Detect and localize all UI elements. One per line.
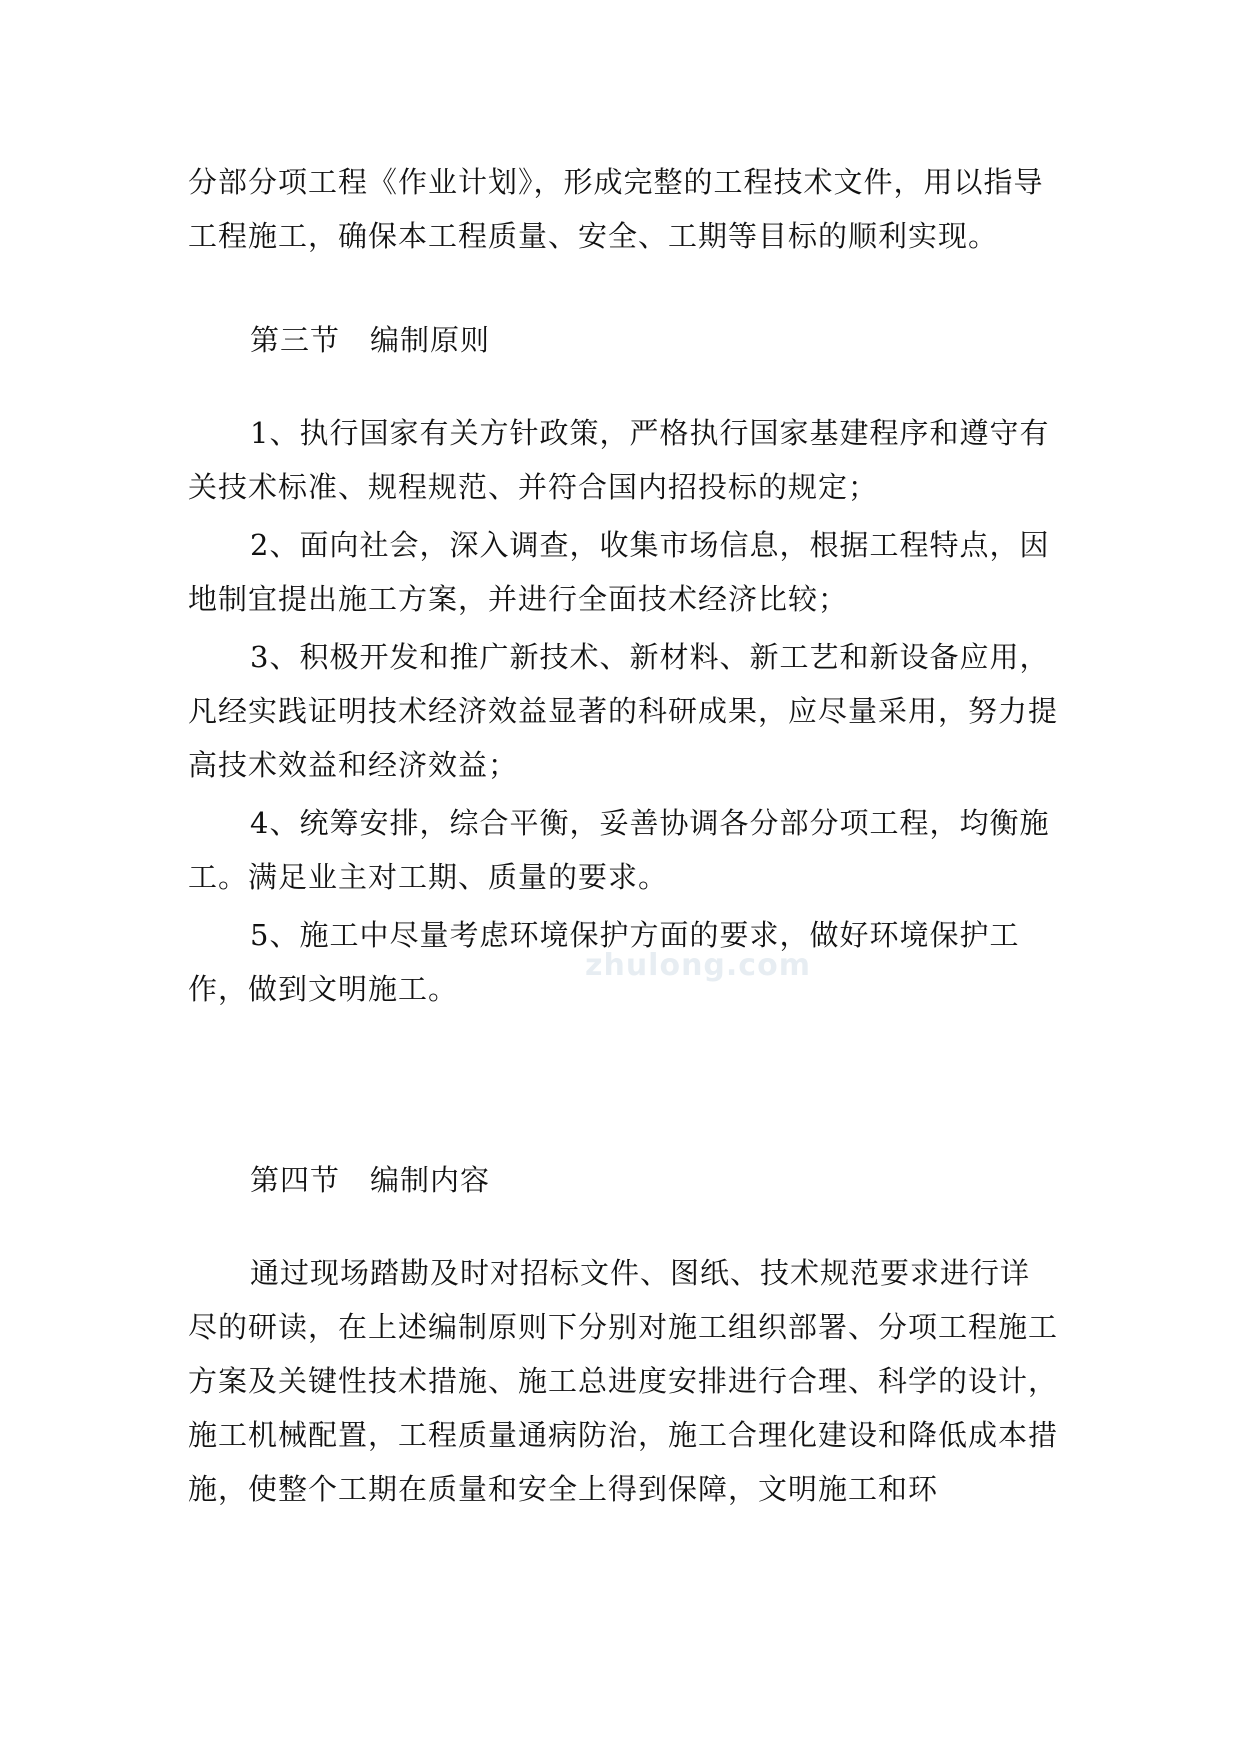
intro-paragraph: 分部分项工程《作业计划》，形成完整的工程技术文件，用以指导工程施工，确保本工程质量、安全、工期等目标的顺利实现。 [188, 165, 1044, 253]
principle-item-1: 1、执行国家有关方针政策，严格执行国家基建程序和遵守有关技术标准、规程规范、并符合国内招投标的规定； [188, 416, 1050, 504]
section-3-heading: 第三节 编制原则 [250, 323, 491, 357]
section-4-heading: 第四节 编制内容 [250, 1163, 491, 1197]
section-4-heading-block [188, 1153, 1058, 1207]
principle-item-2: 2、面向社会，深入调查，收集市场信息，根据工程特点，因地制宜提出施工方案，并进行全面技术经济比较； [188, 528, 1050, 616]
section-4-content [188, 1246, 1058, 1516]
watermark-text: zhulong.com [585, 948, 811, 983]
principle-item-3: 3、积极开发和推广新技术、新材料、新工艺和新设备应用，凡经实践证明技术经济效益显著的科研成果，应尽量采用，努力提高技术效益和经济效益； [188, 640, 1059, 782]
principle-item-5: 5、施工中尽量考虑环境保护方面的要求，做好环境保护工作，做到文明施工。 [188, 918, 1020, 1006]
section-4-paragraph: 通过现场踏勘及时对招标文件、图纸、技术规范要求进行详尽的研读，在上述编制原则下分别对施工组织部署、分项工程施工方案及关键性技术措施、施工总进度安排进行合理、科学的设计，施工机械配置，工程质量通病防治，施工合理化建设和降低成本措施，使整个工期在质量和安全上得到保障，文明施工和环 [188, 1256, 1059, 1506]
principle-item-4: 4、统筹安排，综合平衡，妥善协调各分部分项工程，均衡施工。满足业主对工期、质量的要求。 [188, 806, 1050, 894]
section-3-heading-block [188, 313, 1058, 367]
section-3-principles [188, 406, 1058, 1016]
intro-paragraph-block [188, 155, 1058, 263]
